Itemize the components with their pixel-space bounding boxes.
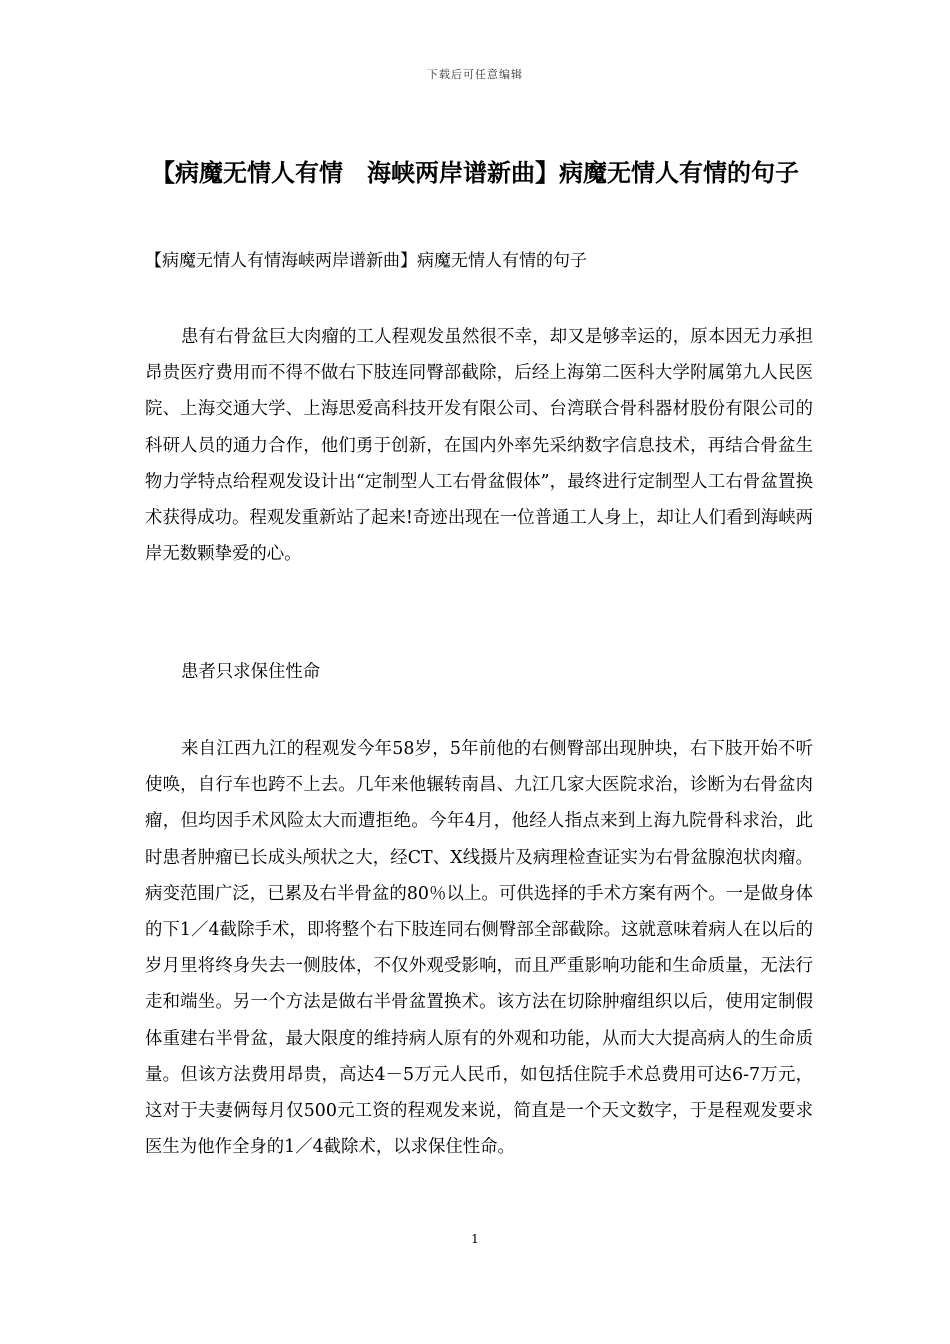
header-note: 下载后可任意编辑 xyxy=(427,68,523,81)
page-number: 1 xyxy=(471,1232,479,1246)
paragraph-intro: 患有右骨盆巨大肉瘤的工人程观发虽然很不幸，却又是够幸运的，原本因无力承担昂贵医疗费用而不得不做右下肢连同臀部截除，后经上海第二医科大学附属第九人民医院、上海交通大学、上海思爱高科技开发有限公司、台湾联合骨科器材股份有限公司的科研人员的通力合作，他们勇于创新，在国内外率先采纳数字信息技术，再结合骨盆生物力学特点给程观发设计出“定制型人工右骨盆假体”，最终进行定制型人工右骨盆置换术获得成功。程观发重新站了起来!奇迹出现在一位普通工人身上，却让人们看到海峡两岸无数颗挚爱的心。 xyxy=(145,327,813,565)
section-heading: 患者只求保住性命 xyxy=(181,662,321,682)
page-title: 【病魔无情人有情 海峡两岸谱新曲】病魔无情人有情的句子 xyxy=(151,159,799,187)
subtitle: 【病魔无情人有情海峡两岸谱新曲】病魔无情人有情的句子 xyxy=(145,251,587,271)
paragraph-body: 来自江西九江的程观发今年58岁，5年前他的右侧臀部出现肿块，右下肢开始不听使唤，自行车也跨不上去。几年来他辗转南昌、九江几家大医院求治，诊断为右骨盆肉瘤，但均因手术风险太大而遭拒绝。今年4月，他经人指点来到上海九院骨科求治，此时患者肿瘤已长成头颅状之大，经CT、X线摄片及病理检查证实为右骨盆腺泡状肉瘤。病变范围广泛，已累及右半骨盆的80％以上。可供选择的手术方案有两个。一是做身体的下1／4截除手术，即将整个右下肢连同右侧臀部全部截除。这就意味着病人在以后的岁月里将终身失去一侧肢体，不仅外观受影响，而且严重影响功能和生命质量，无法行走和端坐。另一个方法是做右半骨盆置换术。该方法在切除肿瘤组织以后，使用定制假体重建右半骨盆，最大限度的维持病人原有的外观和功能，从而大大提高病人的生命质量。但该方法费用昂贵，高达4－5万元人民币，如包括住院手术总费用可达6-7万元，这对于夫妻俩每月仅500元工资的程观发来说，简直是一个天文数字，于是程观发要求医生为他作全身的1／4截除术，以求保住性命。 xyxy=(145,739,813,1158)
